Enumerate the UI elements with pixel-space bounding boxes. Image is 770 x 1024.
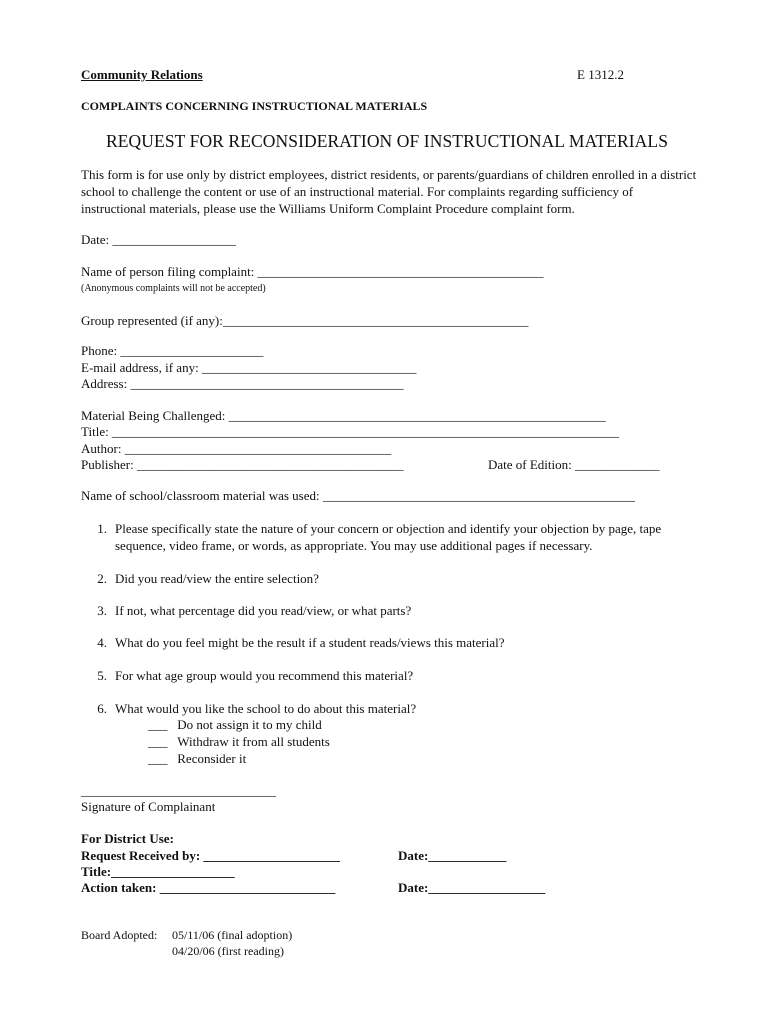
question-number: 1. bbox=[97, 521, 107, 536]
option-blank: ___ bbox=[148, 751, 168, 766]
document-subtitle: COMPLAINTS CONCERNING INSTRUCTIONAL MATERIALS bbox=[81, 99, 428, 113]
question-1 bbox=[81, 520, 695, 554]
option-do-not-assign bbox=[148, 717, 322, 733]
policy-code: E 1312.2 bbox=[577, 67, 624, 82]
publisher-field: Publisher: _________________________________________ bbox=[81, 457, 404, 472]
question-number: 3. bbox=[97, 603, 107, 618]
question-2 bbox=[81, 570, 319, 587]
request-received-field: Request Received by: _____________________ bbox=[81, 848, 340, 863]
question-number: 4. bbox=[97, 635, 107, 650]
question-number: 2. bbox=[97, 571, 107, 586]
material-field: Material Being Challenged: __________________________________________________________ bbox=[81, 408, 606, 423]
action-date-field: Date:__________________ bbox=[398, 880, 546, 895]
question-5 bbox=[81, 667, 413, 684]
district-use-heading: For District Use: bbox=[81, 831, 174, 846]
option-label: Reconsider it bbox=[177, 751, 247, 766]
signature-line: ______________________________ bbox=[81, 783, 276, 798]
question-text: Did you read/view the entire selection? bbox=[115, 571, 319, 586]
question-number: 5. bbox=[97, 668, 107, 683]
group-field: Group represented (if any):_______________________________________________ bbox=[81, 313, 529, 328]
question-3 bbox=[81, 602, 411, 619]
anonymous-note: (Anonymous complaints will not be accepted) bbox=[81, 283, 266, 294]
question-text: What would you like the school to do about this material? bbox=[115, 701, 417, 716]
received-date-field: Date:____________ bbox=[398, 848, 507, 863]
author-field: Author: _________________________________________ bbox=[81, 441, 392, 456]
intro-paragraph: This form is for use only by district employees, district residents, or parents/guardians of children enrolled in a district school to challenge the content or use of an instructional material. For complaints regarding sufficiency of instructional materials, please use the Williams Uniform Complaint Procedure complaint form. bbox=[81, 167, 697, 216]
signature-label: Signature of Complainant bbox=[81, 799, 216, 814]
question-4 bbox=[81, 634, 505, 651]
document-title: REQUEST FOR RECONSIDERATION OF INSTRUCTIONAL MATERIALS bbox=[106, 131, 669, 151]
edition-date-field: Date of Edition: _____________ bbox=[488, 457, 660, 472]
question-text: Please specifically state the nature of your concern or objection and identify your objection by page, tape sequence, video frame, or words, as appropriate. You may use additional pages if necessary. bbox=[115, 521, 662, 553]
option-blank: ___ bbox=[148, 717, 168, 732]
option-reconsider bbox=[148, 751, 246, 767]
date-field: Date: ___________________ bbox=[81, 232, 236, 247]
question-6 bbox=[81, 700, 416, 717]
final-adoption-date: 05/11/06 (final adoption) bbox=[172, 928, 293, 942]
question-number: 6. bbox=[97, 701, 107, 716]
question-text: For what age group would you recommend this material? bbox=[115, 668, 414, 683]
first-reading-date: 04/20/06 (first reading) bbox=[172, 944, 284, 958]
phone-field: Phone: ______________________ bbox=[81, 343, 264, 358]
section-heading: Community Relations bbox=[81, 67, 203, 82]
option-withdraw bbox=[148, 734, 330, 750]
option-label: Do not assign it to my child bbox=[177, 717, 322, 732]
address-field: Address: __________________________________________ bbox=[81, 376, 404, 391]
option-blank: ___ bbox=[148, 734, 168, 749]
email-field: E-mail address, if any: _________________________________ bbox=[81, 360, 417, 375]
school-field: Name of school/classroom material was used: ________________________________________________ bbox=[81, 488, 635, 503]
question-text: If not, what percentage did you read/view, or what parts? bbox=[115, 603, 412, 618]
district-title-field: Title:___________________ bbox=[81, 864, 235, 879]
action-taken-field: Action taken: ___________________________ bbox=[81, 880, 336, 895]
option-label: Withdraw it from all students bbox=[177, 734, 330, 749]
board-adopted-label: Board Adopted: bbox=[81, 928, 158, 942]
complainant-name-field: Name of person filing complaint: ____________________________________________ bbox=[81, 264, 544, 279]
question-text: What do you feel might be the result if a student reads/views this material? bbox=[115, 635, 505, 650]
title-field: Title: ______________________________________________________________________________ bbox=[81, 424, 619, 439]
